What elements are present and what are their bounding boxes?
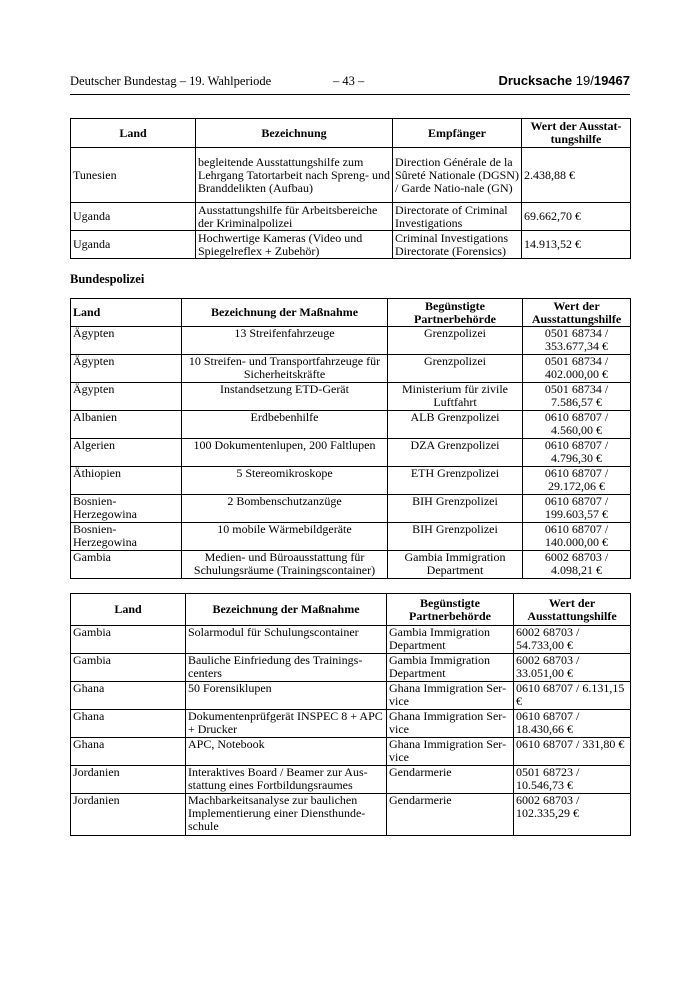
table-row <box>71 355 631 383</box>
table-row <box>71 794 631 836</box>
cell: 10 mobile Wärmebildgeräte <box>182 523 388 551</box>
cell: Bosnien-Herzegowina <box>71 495 182 523</box>
doc-number: 19467 <box>593 73 630 88</box>
cell: Criminal Investigations Directorate (Forensics) <box>393 231 522 259</box>
cell: 0610 68707 / 4.560,00 € <box>523 411 631 439</box>
cell: 14.913,52 € <box>522 231 631 259</box>
cell: Ghana Immigration Ser-vice <box>387 710 514 738</box>
table-ausstattungshilfe <box>70 118 631 259</box>
cell: APC, Notebook <box>186 738 387 766</box>
cell: Gambia <box>71 654 186 682</box>
cell: Medien- und Büroausstattung für Schulungsräume (Trainingscontainer) <box>182 551 388 579</box>
table-bundespolizei <box>70 298 631 579</box>
doc-number-prefix: 19/ <box>575 73 594 88</box>
cell: BIH Grenzpolizei <box>388 523 523 551</box>
cell: Ägypten <box>71 383 182 411</box>
col-header: Begünstigte Partnerbehörde <box>387 594 514 626</box>
cell: Gambia <box>71 551 182 579</box>
cell: Ägypten <box>71 327 182 355</box>
cell: 6002 68703 / 54.733,00 € <box>514 626 631 654</box>
col-header: Begünstigte Partnerbehörde <box>388 299 523 327</box>
cell: 5 Stereomikroskope <box>182 467 388 495</box>
table-row <box>71 626 631 654</box>
cell: Grenzpolizei <box>388 355 523 383</box>
col-header: Wert der Ausstat-tungshilfe <box>522 119 631 148</box>
cell: Interaktives Board / Beamer zur Aus-stattung eines Fortbildungsraumes <box>186 766 387 794</box>
cell: Bosnien-Herzegowina <box>71 523 182 551</box>
cell: Äthiopien <box>71 467 182 495</box>
cell: 13 Streifenfahrzeuge <box>182 327 388 355</box>
cell: 0610 68707 / 331,80 € <box>514 738 631 766</box>
cell: Jordanien <box>71 766 186 794</box>
col-header: Wert der Ausstattungshilfe <box>514 594 631 626</box>
cell: Jordanien <box>71 794 186 836</box>
table-row <box>71 654 631 682</box>
col-header: Bezeichnung der Maßnahme <box>182 299 388 327</box>
table-row <box>71 467 631 495</box>
cell: Grenzpolizei <box>388 327 523 355</box>
cell: 0610 68707 / 29.172,06 € <box>523 467 631 495</box>
cell: 0610 68707 / 199.603,57 € <box>523 495 631 523</box>
cell: Dokumentenprüfgerät INSPEC 8 + APC + Drucker <box>186 710 387 738</box>
table-row <box>71 203 631 231</box>
table-row <box>71 710 631 738</box>
table-row <box>71 327 631 355</box>
cell: 0501 68734 / 402.000,00 € <box>523 355 631 383</box>
cell: Gendarmerie <box>387 766 514 794</box>
cell: ALB Grenzpolizei <box>388 411 523 439</box>
cell: 0501 68734 / 353.677,34 € <box>523 327 631 355</box>
col-header: Bezeichnung <box>196 119 393 148</box>
cell: Machbarkeitsanalyse zur baulichen Implementierung einer Diensthunde-schule <box>186 794 387 836</box>
document-number <box>498 73 630 88</box>
cell: 6002 68703 / 4.098,21 € <box>523 551 631 579</box>
doc-label: Drucksache <box>498 73 576 88</box>
cell: Ministerium für zivile Luftfahrt <box>388 383 523 411</box>
cell: Directorate of Criminal Investigations <box>393 203 522 231</box>
table-row <box>71 766 631 794</box>
cell: Solarmodul für Schulungscontainer <box>186 626 387 654</box>
cell: 0610 68707 / 4.796,30 € <box>523 439 631 467</box>
cell: 0501 68734 / 7.586,57 € <box>523 383 631 411</box>
cell: 2 Bombenschutzanzüge <box>182 495 388 523</box>
cell: Albanien <box>71 411 182 439</box>
table-row <box>71 383 631 411</box>
table-row <box>71 439 631 467</box>
col-header: Bezeichnung der Maßnahme <box>186 594 387 626</box>
section-title: Bundespolizei <box>70 272 145 286</box>
table-bundespolizei-continued <box>70 593 631 836</box>
cell: Direction Générale de la Sûreté Nationale (DGSN) / Garde Natio-nale (GN) <box>393 148 522 203</box>
col-header: Land <box>71 119 196 148</box>
cell: 6002 68703 / 102.335,29 € <box>514 794 631 836</box>
cell: Ägypten <box>71 355 182 383</box>
cell: 10 Streifen- und Transportfahrzeuge für Sicherheitskräfte <box>182 355 388 383</box>
col-header: Empfänger <box>393 119 522 148</box>
cell: Uganda <box>71 231 196 259</box>
cell: DZA Grenzpolizei <box>388 439 523 467</box>
table-row <box>71 495 631 523</box>
cell: Ghana <box>71 738 186 766</box>
cell: ETH Grenzpolizei <box>388 467 523 495</box>
table-row <box>71 231 631 259</box>
cell: Ghana <box>71 682 186 710</box>
cell: begleitende Ausstattungshilfe zum Lehrgang Tatortarbeit nach Spreng- und Branddelikten (Aufbau) <box>196 148 393 203</box>
table-row <box>71 551 631 579</box>
cell: Algerien <box>71 439 182 467</box>
cell: Gambia Immigration Department <box>387 654 514 682</box>
cell: 0501 68723 / 10.546,73 € <box>514 766 631 794</box>
page-number: – 43 – <box>333 74 365 88</box>
cell: Gambia <box>71 626 186 654</box>
table-row <box>71 523 631 551</box>
cell: Gambia Immigration Department <box>388 551 523 579</box>
table-row <box>71 738 631 766</box>
cell: 0610 68707 / 6.131,15 € <box>514 682 631 710</box>
cell: BIH Grenzpolizei <box>388 495 523 523</box>
cell: Gendarmerie <box>387 794 514 836</box>
cell: 69.662,70 € <box>522 203 631 231</box>
cell: Tunesien <box>71 148 196 203</box>
cell: Bauliche Einfriedung des Trainings-centers <box>186 654 387 682</box>
cell: Ghana Immigration Ser-vice <box>387 682 514 710</box>
parliament-label: Deutscher Bundestag – 19. Wahlperiode <box>70 74 272 88</box>
page-header <box>70 74 630 95</box>
table-row <box>71 682 631 710</box>
col-header: Land <box>71 594 186 626</box>
table-row <box>71 411 631 439</box>
table-row <box>71 148 631 203</box>
cell: 6002 68703 / 33.051,00 € <box>514 654 631 682</box>
cell: 0610 68707 / 18.430,66 € <box>514 710 631 738</box>
col-header: Land <box>71 299 182 327</box>
cell: Hochwertige Kameras (Video und Spiegelreflex + Zubehör) <box>196 231 393 259</box>
cell: Ausstattungshilfe für Arbeitsbereiche der Kriminalpolizei <box>196 203 393 231</box>
cell: Gambia Immigration Department <box>387 626 514 654</box>
cell: Uganda <box>71 203 196 231</box>
cell: Ghana <box>71 710 186 738</box>
cell: 2.438,88 € <box>522 148 631 203</box>
cell: 0610 68707 / 140.000,00 € <box>523 523 631 551</box>
col-header: Wert der Ausstattungshilfe <box>523 299 631 327</box>
cell: 50 Forensiklupen <box>186 682 387 710</box>
cell: Erdbebenhilfe <box>182 411 388 439</box>
cell: Instandsetzung ETD-Gerät <box>182 383 388 411</box>
cell: 100 Dokumentenlupen, 200 Faltlupen <box>182 439 388 467</box>
cell: Ghana Immigration Ser-vice <box>387 738 514 766</box>
